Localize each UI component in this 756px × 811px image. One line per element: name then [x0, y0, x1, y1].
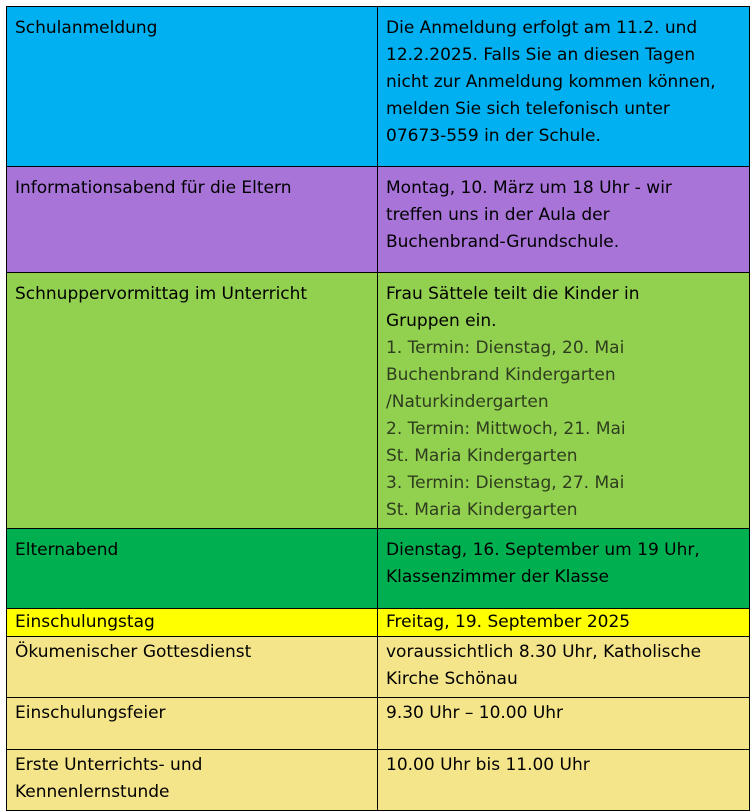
detail-line: Klassenzimmer der Klasse	[386, 567, 609, 587]
table-row	[7, 609, 750, 637]
detail-line: /Naturkindergarten	[386, 392, 549, 412]
table-row	[7, 7, 750, 167]
detail-line: Freitag, 19. September 2025	[386, 612, 631, 632]
row-details-cell	[378, 273, 750, 529]
row-label-cell	[7, 609, 378, 637]
row-label-cell	[7, 7, 378, 167]
detail-line: Frau Sättele teilt die Kinder in	[386, 284, 640, 304]
school-enrollment-schedule-table	[6, 6, 750, 811]
row-label-cell	[7, 167, 378, 273]
detail-line: Gruppen ein.	[386, 311, 497, 331]
detail-line: 9.30 Uhr – 10.00 Uhr	[386, 703, 564, 723]
table-row	[7, 529, 750, 609]
detail-line: Buchenbrand Kindergarten	[386, 365, 616, 385]
row-label: Schnuppervormittag im Unterricht	[15, 284, 308, 304]
row-label: Informationsabend für die Eltern	[15, 178, 292, 198]
detail-line: Kirche Schönau	[386, 669, 518, 689]
row-label-cell	[7, 273, 378, 529]
detail-line: Dienstag, 16. September um 19 Uhr,	[386, 540, 700, 560]
row-label: Elternabend	[15, 540, 119, 560]
row-details-cell	[378, 529, 750, 609]
detail-line: 3. Termin: Dienstag, 27. Mai	[386, 473, 625, 493]
row-label: Schulanmeldung	[15, 18, 158, 38]
detail-line: nicht zur Anmeldung kommen können,	[386, 72, 716, 92]
detail-line: St. Maria Kindergarten	[386, 500, 578, 520]
detail-line: Die Anmeldung erfolgt am 11.2. und	[386, 18, 698, 38]
row-label: Kennenlernstunde	[15, 782, 170, 802]
row-details-cell	[378, 7, 750, 167]
row-details-cell	[378, 750, 750, 811]
row-label-cell	[7, 637, 378, 698]
table-row	[7, 273, 750, 529]
table-row	[7, 750, 750, 811]
detail-line: 1. Termin: Dienstag, 20. Mai	[386, 338, 625, 358]
row-label: Einschulungstag	[15, 612, 155, 632]
table-row	[7, 698, 750, 750]
row-details-cell	[378, 167, 750, 273]
row-details-cell	[378, 609, 750, 637]
detail-line: 10.00 Uhr bis 11.00 Uhr	[386, 755, 590, 775]
detail-line: Buchenbrand-Grundschule.	[386, 232, 620, 252]
row-details-cell	[378, 698, 750, 750]
row-label-cell	[7, 698, 378, 750]
row-details-cell	[378, 637, 750, 698]
detail-line: treffen uns in der Aula der	[386, 205, 610, 225]
detail-line: Montag, 10. März um 18 Uhr - wir	[386, 178, 672, 198]
row-label: Erste Unterrichts- und	[15, 755, 203, 775]
detail-line: 07673-559 in der Schule.	[386, 126, 601, 146]
row-label-cell	[7, 529, 378, 609]
detail-line: melden Sie sich telefonisch unter	[386, 99, 670, 119]
row-label: Ökumenischer Gottesdienst	[15, 642, 252, 662]
detail-line: St. Maria Kindergarten	[386, 446, 578, 466]
row-label-cell	[7, 750, 378, 811]
detail-line: 2. Termin: Mittwoch, 21. Mai	[386, 419, 626, 439]
table-row	[7, 167, 750, 273]
table-row	[7, 637, 750, 698]
detail-line: 12.2.2025. Falls Sie an diesen Tagen	[386, 45, 696, 65]
detail-line: voraussichtlich 8.30 Uhr, Katholische	[386, 642, 702, 662]
row-label: Einschulungsfeier	[15, 703, 166, 723]
